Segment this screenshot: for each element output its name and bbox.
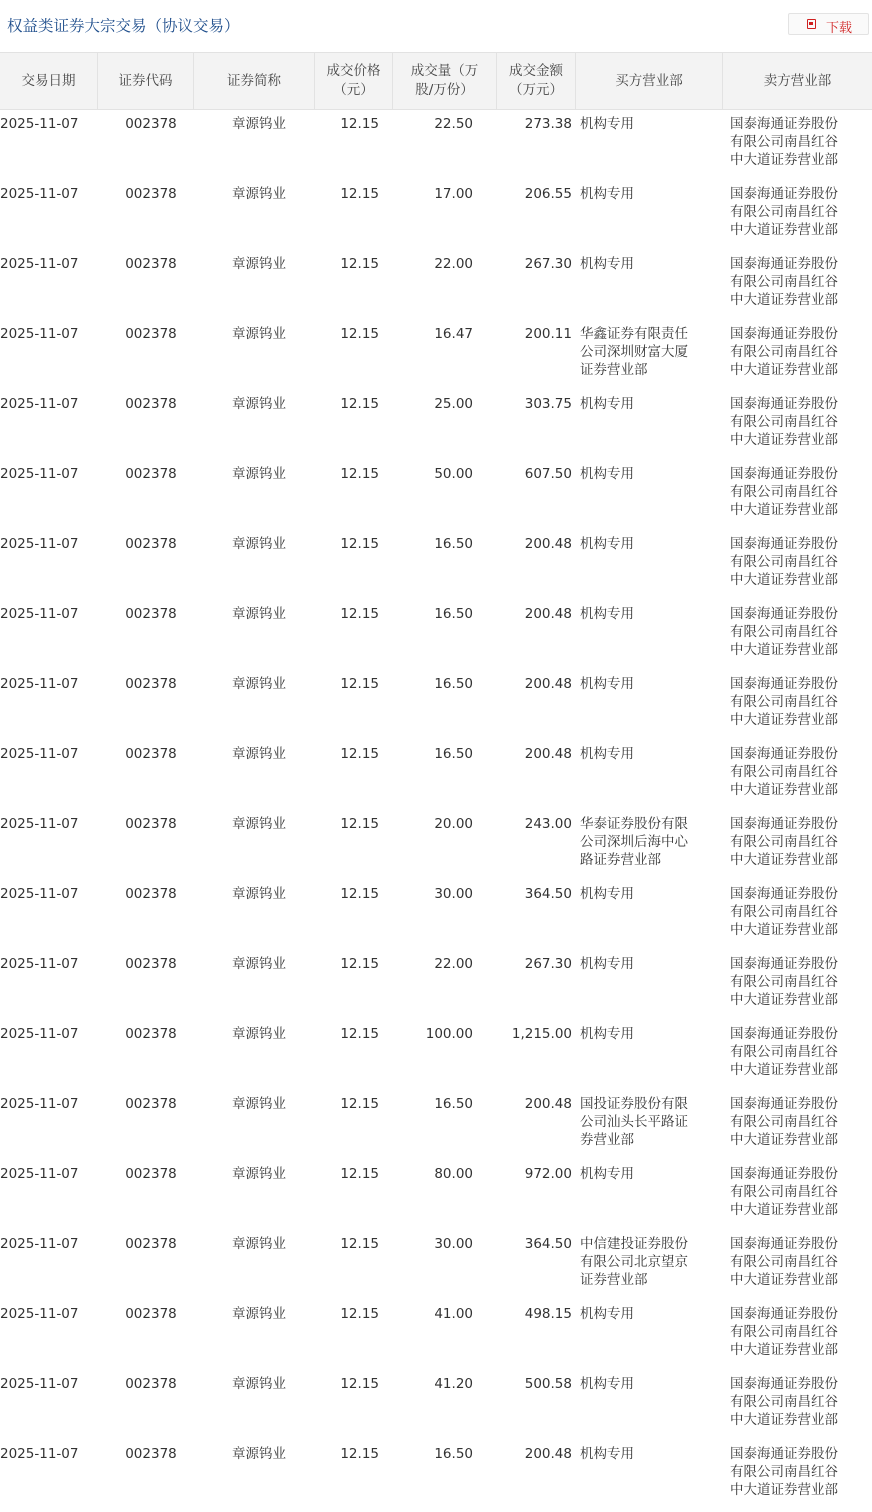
table-header	[0, 52, 872, 110]
cell-trade-date: 2025-11-07	[0, 326, 79, 342]
table-row[interactable]	[0, 1440, 872, 1510]
cell-buyer: 机构专用	[580, 186, 634, 202]
cell-amount: 273.38	[524, 116, 572, 132]
cell-price: 12.15	[340, 816, 379, 832]
cell-price: 12.15	[340, 536, 379, 552]
cell-buyer: 机构专用	[580, 396, 634, 412]
cell-amount: 267.30	[524, 256, 572, 272]
cell-security-name: 章源钨业	[232, 606, 286, 622]
cell-security-code: 002378	[125, 186, 177, 202]
cell-volume: 16.50	[434, 606, 473, 622]
cell-security-code: 002378	[125, 1446, 177, 1462]
cell-amount: 364.50	[524, 1236, 572, 1252]
cell-volume: 25.00	[434, 396, 473, 412]
table-row[interactable]	[0, 950, 872, 1020]
cell-price: 12.15	[340, 1376, 379, 1392]
cell-amount: 200.11	[524, 326, 572, 342]
cell-security-code: 002378	[125, 396, 177, 412]
cell-security-name: 章源钨业	[232, 1166, 286, 1182]
cell-trade-date: 2025-11-07	[0, 816, 79, 832]
cell-buyer: 机构专用	[580, 116, 634, 132]
cell-trade-date: 2025-11-07	[0, 1236, 79, 1252]
cell-security-code: 002378	[125, 816, 177, 832]
cell-volume: 41.00	[434, 1306, 473, 1322]
cell-seller: 国泰海通证券股份有限公司南昌红谷中大道证券营业部	[730, 186, 838, 238]
cell-trade-date: 2025-11-07	[0, 1446, 79, 1462]
cell-trade-date: 2025-11-07	[0, 186, 79, 202]
download-label: 下载	[826, 21, 853, 36]
cell-seller: 国泰海通证券股份有限公司南昌红谷中大道证券营业部	[730, 816, 838, 868]
page-header	[0, 0, 872, 52]
cell-security-name: 章源钨业	[232, 1306, 286, 1322]
cell-security-code: 002378	[125, 1376, 177, 1392]
cell-trade-date: 2025-11-07	[0, 1376, 79, 1392]
cell-price: 12.15	[340, 1306, 379, 1322]
cell-price: 12.15	[340, 676, 379, 692]
cell-seller: 国泰海通证券股份有限公司南昌红谷中大道证券营业部	[730, 326, 838, 378]
cell-volume: 22.00	[434, 256, 473, 272]
cell-amount: 607.50	[524, 466, 572, 482]
column-header-buyer[interactable]: 买方营业部	[576, 53, 723, 109]
cell-security-name: 章源钨业	[232, 466, 286, 482]
cell-volume: 16.50	[434, 676, 473, 692]
cell-seller: 国泰海通证券股份有限公司南昌红谷中大道证券营业部	[730, 1096, 838, 1148]
cell-trade-date: 2025-11-07	[0, 1026, 79, 1042]
cell-security-code: 002378	[125, 746, 177, 762]
cell-security-name: 章源钨业	[232, 746, 286, 762]
table-row[interactable]	[0, 600, 872, 670]
cell-trade-date: 2025-11-07	[0, 886, 79, 902]
cell-volume: 50.00	[434, 466, 473, 482]
cell-security-name: 章源钨业	[232, 536, 286, 552]
cell-amount: 200.48	[524, 1446, 572, 1462]
cell-amount: 200.48	[524, 606, 572, 622]
cell-security-code: 002378	[125, 1236, 177, 1252]
cell-volume: 30.00	[434, 1236, 473, 1252]
cell-security-name: 章源钨业	[232, 116, 286, 132]
cell-buyer: 机构专用	[580, 606, 634, 622]
cell-security-code: 002378	[125, 886, 177, 902]
cell-trade-date: 2025-11-07	[0, 606, 79, 622]
cell-amount: 206.55	[524, 186, 572, 202]
cell-security-name: 章源钨业	[232, 956, 286, 972]
cell-security-name: 章源钨业	[232, 326, 286, 342]
cell-buyer: 机构专用	[580, 256, 634, 272]
cell-amount: 267.30	[524, 956, 572, 972]
cell-seller: 国泰海通证券股份有限公司南昌红谷中大道证券营业部	[730, 1446, 838, 1498]
cell-security-name: 章源钨业	[232, 186, 286, 202]
download-button[interactable]	[788, 13, 869, 35]
cell-price: 12.15	[340, 886, 379, 902]
cell-seller: 国泰海通证券股份有限公司南昌红谷中大道证券营业部	[730, 1026, 838, 1078]
cell-amount: 200.48	[524, 1096, 572, 1112]
cell-security-name: 章源钨业	[232, 256, 286, 272]
cell-trade-date: 2025-11-07	[0, 466, 79, 482]
cell-amount: 364.50	[524, 886, 572, 902]
column-header-trade-date[interactable]: 交易日期	[0, 53, 98, 109]
cell-seller: 国泰海通证券股份有限公司南昌红谷中大道证券营业部	[730, 116, 838, 168]
cell-security-code: 002378	[125, 116, 177, 132]
cell-security-code: 002378	[125, 1096, 177, 1112]
cell-price: 12.15	[340, 606, 379, 622]
cell-trade-date: 2025-11-07	[0, 956, 79, 972]
cell-security-code: 002378	[125, 676, 177, 692]
cell-trade-date: 2025-11-07	[0, 1096, 79, 1112]
column-header-volume[interactable]: 成交量（万股/万份）	[393, 53, 497, 109]
cell-security-code: 002378	[125, 606, 177, 622]
cell-security-name: 章源钨业	[232, 1376, 286, 1392]
table-row[interactable]	[0, 740, 872, 810]
table-row[interactable]	[0, 1370, 872, 1440]
cell-seller: 国泰海通证券股份有限公司南昌红谷中大道证券营业部	[730, 886, 838, 938]
cell-security-code: 002378	[125, 536, 177, 552]
cell-buyer: 机构专用	[580, 746, 634, 762]
cell-price: 12.15	[340, 186, 379, 202]
table-row[interactable]	[0, 1230, 872, 1300]
cell-seller: 国泰海通证券股份有限公司南昌红谷中大道证券营业部	[730, 536, 838, 588]
cell-trade-date: 2025-11-07	[0, 746, 79, 762]
cell-trade-date: 2025-11-07	[0, 256, 79, 272]
cell-buyer: 机构专用	[580, 1376, 634, 1392]
table-row[interactable]	[0, 810, 872, 880]
cell-buyer: 机构专用	[580, 1306, 634, 1322]
cell-seller: 国泰海通证券股份有限公司南昌红谷中大道证券营业部	[730, 466, 838, 518]
cell-buyer: 机构专用	[580, 1166, 634, 1182]
cell-security-name: 章源钨业	[232, 1026, 286, 1042]
cell-volume: 22.50	[434, 116, 473, 132]
cell-security-name: 章源钨业	[232, 676, 286, 692]
table-row[interactable]	[0, 530, 872, 600]
cell-security-code: 002378	[125, 326, 177, 342]
cell-price: 12.15	[340, 1236, 379, 1252]
cell-security-code: 002378	[125, 466, 177, 482]
pdf-download-icon	[807, 19, 816, 29]
cell-security-code: 002378	[125, 1026, 177, 1042]
column-header-security-name[interactable]: 证券简称	[194, 53, 315, 109]
cell-seller: 国泰海通证券股份有限公司南昌红谷中大道证券营业部	[730, 746, 838, 798]
column-header-seller[interactable]: 卖方营业部	[763, 72, 832, 89]
cell-volume: 16.50	[434, 1096, 473, 1112]
cell-trade-date: 2025-11-07	[0, 396, 79, 412]
cell-buyer: 机构专用	[580, 1446, 634, 1462]
cell-security-name: 章源钨业	[232, 1446, 286, 1462]
cell-buyer: 机构专用	[580, 956, 634, 972]
cell-volume: 100.00	[425, 1026, 473, 1042]
cell-seller: 国泰海通证券股份有限公司南昌红谷中大道证券营业部	[730, 956, 838, 1008]
cell-security-code: 002378	[125, 956, 177, 972]
column-header-price[interactable]: 成交价格（元）	[315, 53, 393, 109]
table-row[interactable]	[0, 390, 872, 460]
cell-amount: 972.00	[524, 1166, 572, 1182]
cell-buyer: 机构专用	[580, 536, 634, 552]
cell-amount: 500.58	[524, 1376, 572, 1392]
cell-volume: 17.00	[434, 186, 473, 202]
table-row[interactable]	[0, 1090, 872, 1160]
cell-seller: 国泰海通证券股份有限公司南昌红谷中大道证券营业部	[730, 1166, 838, 1218]
cell-amount: 200.48	[524, 746, 572, 762]
cell-seller: 国泰海通证券股份有限公司南昌红谷中大道证券营业部	[730, 1236, 838, 1288]
cell-price: 12.15	[340, 1026, 379, 1042]
table-row[interactable]	[0, 110, 872, 180]
cell-security-name: 章源钨业	[232, 1096, 286, 1112]
table-row[interactable]	[0, 670, 872, 740]
cell-buyer: 华鑫证券有限责任公司深圳财富大厦证券营业部	[580, 326, 688, 378]
cell-trade-date: 2025-11-07	[0, 116, 79, 132]
cell-amount: 243.00	[524, 816, 572, 832]
cell-seller: 国泰海通证券股份有限公司南昌红谷中大道证券营业部	[730, 1376, 838, 1428]
cell-price: 12.15	[340, 116, 379, 132]
table-row[interactable]	[0, 1160, 872, 1230]
cell-volume: 16.50	[434, 1446, 473, 1462]
cell-price: 12.15	[340, 1166, 379, 1182]
cell-security-code: 002378	[125, 256, 177, 272]
cell-buyer: 机构专用	[580, 676, 634, 692]
cell-trade-date: 2025-11-07	[0, 1306, 79, 1322]
column-header-security-code[interactable]: 证券代码	[98, 53, 194, 109]
cell-volume: 80.00	[434, 1166, 473, 1182]
cell-seller: 国泰海通证券股份有限公司南昌红谷中大道证券营业部	[730, 256, 838, 308]
cell-price: 12.15	[340, 326, 379, 342]
cell-volume: 16.50	[434, 536, 473, 552]
cell-volume: 16.50	[434, 746, 473, 762]
cell-price: 12.15	[340, 956, 379, 972]
cell-buyer: 国投证券股份有限公司汕头长平路证券营业部	[580, 1096, 688, 1148]
cell-security-name: 章源钨业	[232, 1236, 286, 1252]
cell-buyer: 中信建投证券股份有限公司北京望京证券营业部	[580, 1236, 688, 1288]
cell-security-name: 章源钨业	[232, 396, 286, 412]
cell-seller: 国泰海通证券股份有限公司南昌红谷中大道证券营业部	[730, 1306, 838, 1358]
table-row[interactable]	[0, 320, 872, 390]
cell-price: 12.15	[340, 396, 379, 412]
cell-security-name: 章源钨业	[232, 816, 286, 832]
cell-seller: 国泰海通证券股份有限公司南昌红谷中大道证券营业部	[730, 396, 838, 448]
table-row[interactable]	[0, 1020, 872, 1090]
cell-volume: 22.00	[434, 956, 473, 972]
cell-price: 12.15	[340, 1096, 379, 1112]
cell-buyer: 华泰证券股份有限公司深圳后海中心路证券营业部	[580, 816, 688, 868]
cell-amount: 303.75	[524, 396, 572, 412]
cell-buyer: 机构专用	[580, 466, 634, 482]
cell-volume: 41.20	[434, 1376, 473, 1392]
cell-amount: 200.48	[524, 536, 572, 552]
cell-trade-date: 2025-11-07	[0, 676, 79, 692]
cell-trade-date: 2025-11-07	[0, 536, 79, 552]
cell-price: 12.15	[340, 466, 379, 482]
cell-security-code: 002378	[125, 1166, 177, 1182]
cell-buyer: 机构专用	[580, 1026, 634, 1042]
cell-volume: 20.00	[434, 816, 473, 832]
cell-volume: 16.47	[434, 326, 473, 342]
cell-security-code: 002378	[125, 1306, 177, 1322]
table-row[interactable]	[0, 250, 872, 320]
table-row[interactable]	[0, 1300, 872, 1370]
table-row[interactable]	[0, 880, 872, 950]
table-row[interactable]	[0, 460, 872, 530]
cell-buyer: 机构专用	[580, 886, 634, 902]
cell-seller: 国泰海通证券股份有限公司南昌红谷中大道证券营业部	[730, 676, 838, 728]
page-title: 权益类证券大宗交易（协议交易）	[7, 17, 240, 35]
table-row[interactable]	[0, 180, 872, 250]
cell-security-name: 章源钨业	[232, 886, 286, 902]
cell-price: 12.15	[340, 1446, 379, 1462]
cell-volume: 30.00	[434, 886, 473, 902]
cell-trade-date: 2025-11-07	[0, 1166, 79, 1182]
column-header-amount[interactable]: 成交金额（万元）	[497, 53, 576, 109]
cell-amount: 498.15	[524, 1306, 572, 1322]
cell-price: 12.15	[340, 746, 379, 762]
cell-amount: 200.48	[524, 676, 572, 692]
cell-seller: 国泰海通证券股份有限公司南昌红谷中大道证券营业部	[730, 606, 838, 658]
cell-amount: 1,215.00	[511, 1026, 572, 1042]
cell-price: 12.15	[340, 256, 379, 272]
